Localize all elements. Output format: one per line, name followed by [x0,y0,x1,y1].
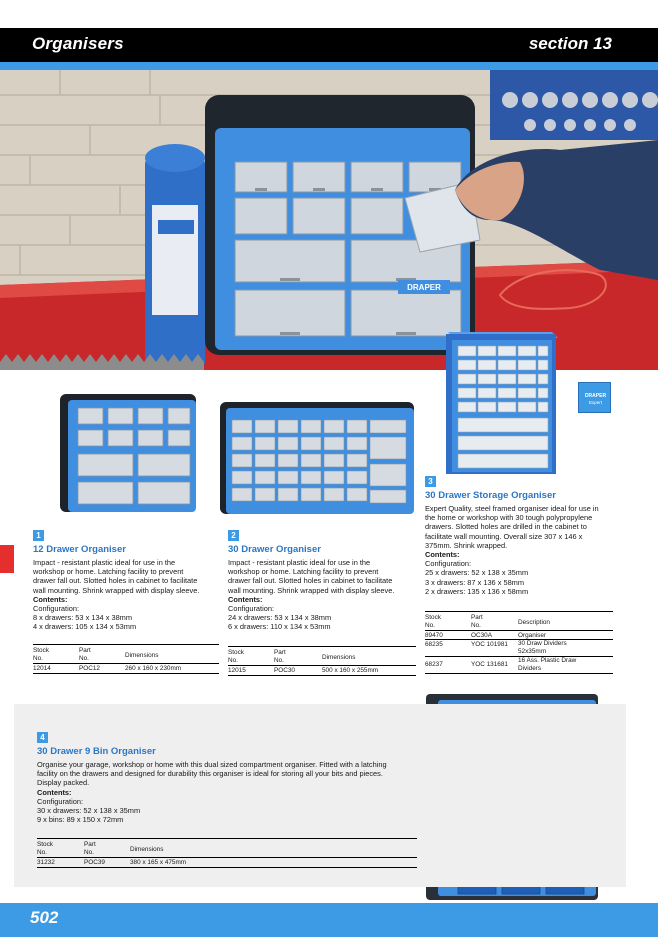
product-number-badge: 1 [33,530,44,541]
desc-line: facility on the drawers and designed for durability this organiser is ideal for storing all your bits and pieces. [37,769,383,779]
cell-part: OC30A [471,632,492,639]
product-image-30-drawer [218,400,416,518]
product-description [37,760,417,824]
desc-line: facilitate wall mounting. Overall size 307 x 146 x [425,531,583,541]
desc-line: Impact - resistant plastic ideal for use in the [33,558,176,567]
desc-line: Impact - resistant plastic ideal for use in the [228,558,371,567]
cell-stock: 12014 [33,665,51,672]
product-image-12-drawer [58,388,200,516]
page-header [0,28,658,62]
header-part: Part No. [84,841,96,856]
product-number-badge: 2 [228,530,239,541]
header-part: Part No. [274,649,286,664]
desc-line: workshop or home. Latching facility to prevent [33,567,184,577]
product-title: 30 Drawer Organiser [228,544,321,555]
header-stock: Stock No. [33,647,49,662]
desc-line: drawer fall out. Slotted holes in cabinet to facilitate [228,576,393,586]
table-row [33,664,219,674]
header-stock: Stock No. [228,649,244,664]
desc-line: workshop or home. Latching facility to prevent [228,567,379,577]
table-header [425,611,613,631]
config-line: Configuration: [228,604,275,614]
table-row [425,640,613,657]
product-description [228,558,420,632]
table-row [228,666,416,676]
header-stock: Stock No. [425,614,441,629]
hero-illustration [0,70,658,370]
product-title: 30 Drawer 9 Bin Organiser [37,746,156,757]
contents-label: Contents: [33,594,68,604]
page-title: Organisers [32,34,124,53]
cell-dimensions: 500 x 160 x 255mm [322,667,379,674]
desc-line: wall mounting. Shrink wrapped with display sleeve. [33,585,200,595]
desc-line: Organise your garage, workshop or home with this dual sized compartment organiser. Fitted with a latching [37,760,387,769]
config-line: 4 x drawers: 105 x 134 x 53mm [33,622,137,632]
table-row [425,631,613,640]
product-image-30-drawer-storage [440,328,560,476]
cell-part: POC30 [274,667,295,674]
config-line: 2 x drawers: 135 x 136 x 58mm [425,586,529,596]
table-header [37,838,417,858]
desc-line: the home or workshop with 30 tough polypropylene [425,513,593,523]
hero-photo [0,70,658,370]
cell-description: 30 Draw Dividers 52x35mm [518,640,567,655]
header-stripe [0,62,658,70]
product-table [228,646,416,676]
desc-line: 375mm. Shrink wrapped. [425,540,508,550]
red-side-marker [0,545,14,573]
section-label: section 13 [528,34,612,53]
config-line: 30 x drawers: 52 x 138 x 35mm [37,806,141,816]
table-header [228,646,416,666]
contents-label: Contents: [37,787,72,797]
product-title: 30 Drawer Storage Organiser [425,490,556,501]
table-row [425,657,613,674]
product-table [37,838,417,868]
table-row [37,858,417,868]
config-line: 25 x drawers: 52 x 138 x 35mm [425,568,529,578]
product-description [33,558,223,632]
table-header [33,644,219,664]
config-line: Configuration: [37,796,84,806]
header-dimensions: Dimensions [125,652,159,659]
cell-part: POC39 [84,859,105,866]
product-table [425,611,613,674]
config-line: 6 x drawers: 110 x 134 x 53mm [228,622,331,632]
config-line: 24 x drawers: 53 x 134 x 38mm [228,613,332,623]
config-line: 8 x drawers: 53 x 134 x 38mm [33,613,132,623]
cell-stock: 89470 [425,632,443,639]
desc-line: Display packed. [37,778,90,788]
config-line: Configuration: [425,559,472,569]
cell-description: 16 Ass. Plastic Draw Dividers [518,657,577,672]
desc-line: drawers. Slotted holes are drilled in the cabinet to [425,522,587,532]
cell-description: Organiser [518,632,547,639]
header-dimensions: Dimensions [130,846,164,853]
hero-brand-label: DRAPER [407,283,441,292]
cell-stock: 12015 [228,667,246,674]
draper-logo-text: DRAPER [584,393,607,399]
cell-stock: 68235 [425,641,443,648]
cell-stock: 68237 [425,661,443,668]
header-stock: Stock No. [37,841,53,856]
product-number-badge: 4 [37,732,48,743]
cell-part: YOC 131681 [471,661,508,668]
desc-line: Expert Quality, steel framed organiser ideal for use in [425,504,599,513]
config-line: Configuration: [33,604,80,614]
contents-label: Contents: [425,550,460,560]
config-line: 9 x bins: 89 x 150 x 72mm [37,815,124,825]
product-title: 12 Drawer Organiser [33,544,126,555]
header-description: Description [518,619,550,626]
desc-line: wall mounting. Shrink wrapped with display sleeve. [228,585,395,595]
config-line: 3 x drawers: 87 x 136 x 58mm [425,577,524,587]
product-number-badge: 3 [425,476,436,487]
header-part: Part No. [79,647,91,662]
cell-dimensions: 380 x 165 x 475mm [130,859,187,866]
expert-logo-text: Expert [588,400,602,405]
product-table [33,644,219,674]
cell-stock: 31232 [37,859,55,866]
page-number: 502 [30,908,59,927]
header-part: Part No. [471,614,483,629]
product-description [425,504,625,596]
cell-dimensions: 260 x 160 x 230mm [125,665,182,672]
page-footer [0,903,658,937]
desc-line: drawer fall out. Slotted holes in cabinet to facilitate [33,576,198,586]
header-dimensions: Dimensions [322,654,356,661]
contents-label: Contents: [228,594,263,604]
draper-expert-logo [578,382,611,413]
cell-part: YOC 101981 [471,641,508,648]
cell-part: POC12 [79,665,100,672]
